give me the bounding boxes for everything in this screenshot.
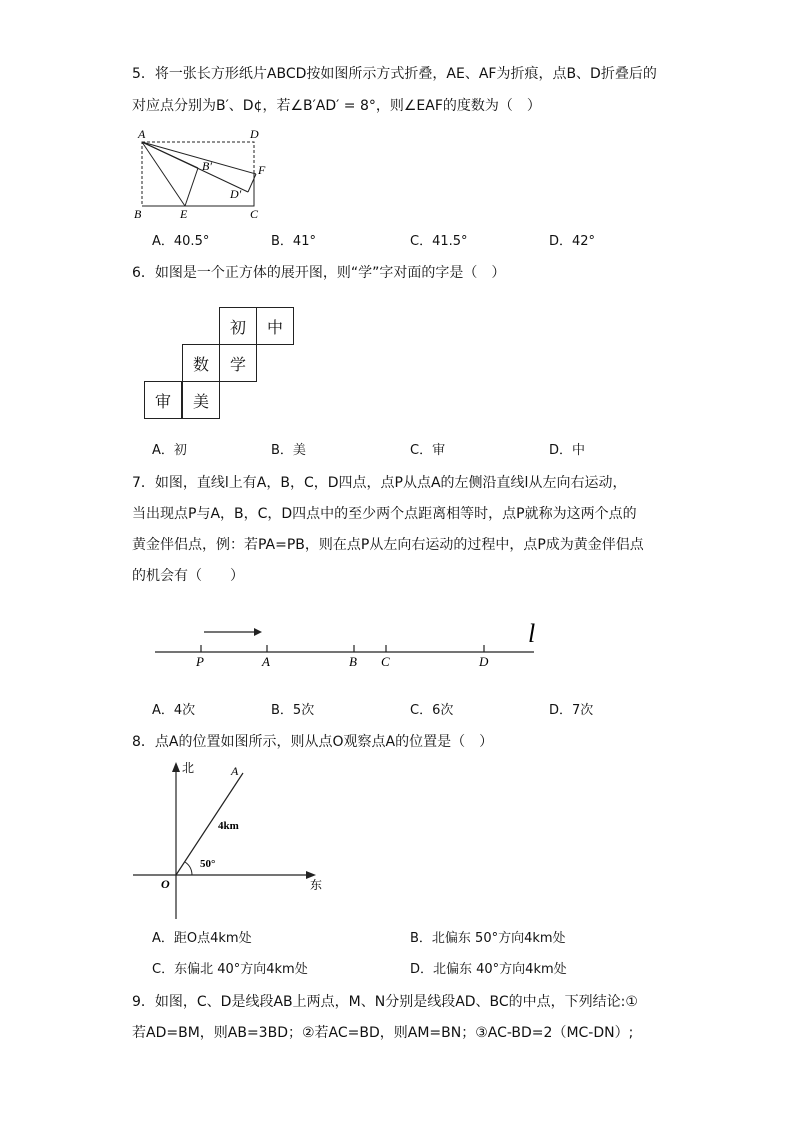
q8-option-b[interactable]: B．北偏东 50°方向4km处: [410, 931, 566, 946]
q7-option-b[interactable]: B．5次: [271, 703, 315, 718]
point-a-label: A: [231, 764, 239, 778]
motion-arrowhead: [254, 628, 262, 636]
q7-stem-line-4: 的机会有（ ）: [132, 568, 244, 584]
label-d: D: [250, 127, 259, 141]
q5-fold-figure: [130, 124, 280, 224]
q8-option-a[interactable]: A．距O点4km处: [152, 931, 252, 946]
q7-stem-line-2: 当出现点P与A，B，C，D四点中的至少两个点距离相等时，点P就称为这两个点的: [132, 506, 637, 522]
net-cell-xue: 学: [219, 344, 257, 382]
segment-fd-prime: [248, 174, 256, 192]
q6-stem-line-1: 6．如图是一个正方体的展开图，则“学”字对面的字是（ ）: [132, 265, 506, 281]
net-cell-shu: 数: [182, 344, 220, 382]
north-arrowhead: [172, 762, 180, 772]
q5-stem-line-1: 5．将一张长方形纸片ABCD按如图所示方式折叠，AE、AF为折痕，点B、D折叠后的: [132, 66, 657, 82]
point-c: C: [381, 654, 390, 669]
net-cell-chu: 初: [219, 307, 257, 345]
east-label: 东: [310, 878, 323, 892]
angle-arc: [185, 862, 192, 875]
label-e: E: [180, 207, 188, 221]
net-cell-zhong: 中: [256, 307, 294, 345]
label-c: C: [250, 207, 259, 221]
q7-option-c[interactable]: C．6次: [410, 703, 454, 718]
point-a: A: [262, 654, 270, 669]
q5-option-a[interactable]: A．40.5°: [152, 234, 210, 249]
q5-option-b[interactable]: B．41°: [271, 234, 316, 249]
q8-direction-figure: [130, 756, 330, 926]
q5-stem-line-2: 对应点分别为B′、D¢，若∠B′AD′ = 8°，则∠EAF的度数为（ ）: [132, 98, 541, 114]
angle-label: 50°: [200, 858, 216, 870]
q8-stem-line-1: 8．点A的位置如图所示，则从点O观察点A的位置是（ ）: [132, 734, 494, 750]
segment-eb-prime: [185, 168, 198, 206]
q9-stem-line-1: 9．如图，C、D是线段AB上两点，M、N分别是线段AD、BC的中点，下列结论:①: [132, 994, 638, 1010]
label-f: F: [258, 163, 266, 177]
q5-option-c[interactable]: C．41.5°: [410, 234, 468, 249]
point-b: B: [349, 654, 357, 669]
label-d-prime: D′: [230, 187, 242, 201]
q6-option-d[interactable]: D．中: [549, 443, 586, 458]
q6-option-c[interactable]: C．审: [410, 443, 446, 458]
distance-label: 4km: [218, 820, 239, 832]
q8-option-c[interactable]: C．东偏北 40°方向4km处: [152, 962, 308, 977]
q7-stem-line-1: 7．如图，直线l上有A，B，C，D四点，点P从点A的左侧沿直线l从左向右运动，: [132, 475, 627, 491]
label-b-prime: B′: [202, 159, 212, 173]
q5-option-d[interactable]: D．42°: [549, 234, 596, 249]
point-p: P: [196, 654, 204, 669]
q7-option-a[interactable]: A．4次: [152, 703, 196, 718]
label-b: B: [134, 207, 142, 221]
q7-number-line-figure: [150, 612, 550, 672]
label-a: A: [138, 127, 146, 141]
origin-label: O: [161, 877, 170, 891]
q9-stem-line-2: 若AD=BM，则AB=3BD；②若AC=BD，则AM=BN；③AC-BD=2（MC-DN）;: [132, 1025, 634, 1041]
q6-option-b[interactable]: B．美: [271, 443, 306, 458]
point-d: D: [479, 654, 489, 669]
net-cell-shen: 审: [144, 381, 182, 419]
north-label: 北: [182, 761, 195, 775]
q6-option-a[interactable]: A．初: [152, 443, 187, 458]
q7-stem-line-3: 黄金伴侣点，例：若PA=PB，则在点P从左向右运动的过程中，点P成为黄金伴侣点: [132, 537, 644, 553]
net-cell-mei: 美: [182, 381, 220, 419]
q7-option-d[interactable]: D．7次: [549, 703, 594, 718]
q8-option-d[interactable]: D．北偏东 40°方向4km处: [410, 962, 567, 977]
line-l-label: l: [528, 619, 536, 648]
